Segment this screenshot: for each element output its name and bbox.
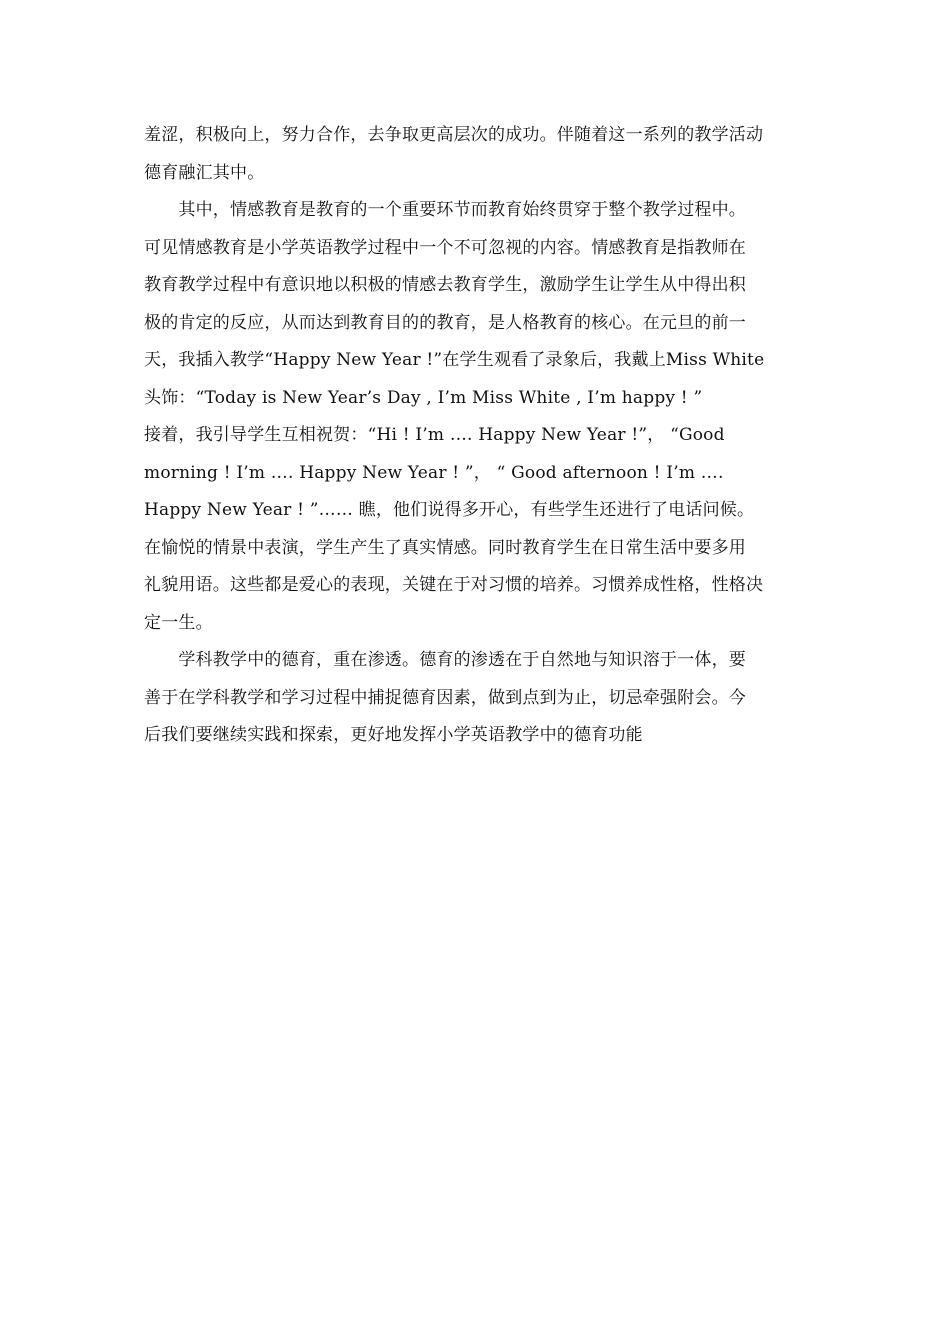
document-body <box>144 117 810 755</box>
text-line: 定一生。 <box>144 612 213 633</box>
text-line: Happy New Year ! ”…… 瞧，他们说得多开心，有些学生还进行了电话问候。 <box>144 500 755 520</box>
paragraph-1 <box>144 117 810 192</box>
paragraph-2 <box>144 192 810 642</box>
text-line: 其中，情感教育是教育的一个重要环节而教育始终贯穿于整个教学过程中。 <box>144 200 746 220</box>
text-line: 在愉悦的情景中表演，学生产生了真实情感。同时教育学生在日常生活中要多用 <box>144 537 746 558</box>
text-line: 德育融汇其中。 <box>144 162 265 183</box>
text-line: 学科教学中的德育，重在渗透。德育的渗透在于自然地与知识溶于一体，要 <box>144 650 746 670</box>
text-line: 极的肯定的反应，从而达到教育目的的教育，是人格教育的核心。在元旦的前一 <box>144 312 746 333</box>
text-line: 天，我插入教学“Happy New Year !”在学生观看了录象后，我戴上Miss White <box>144 350 765 370</box>
text-line: 后我们要继续实践和探索，更好地发挥小学英语教学中的德育功能 <box>144 725 643 745</box>
text-line: 接着，我引导学生互相祝贺：“Hi ! I’m …. Happy New Year !”， “Good <box>144 425 725 445</box>
text-line: 教育教学过程中有意识地以积极的情感去教育学生，激励学生让学生从中得出积 <box>144 275 746 295</box>
text-line: 善于在学科教学和学习过程中捕捉德育因素，做到点到为止，切忌牵强附会。今 <box>144 687 746 708</box>
text-line: 头饰：“Today is New Year’s Day , I’m Miss White , I’m happy ! ” <box>144 387 703 408</box>
text-line: 羞涩，积极向上，努力合作，去争取更高层次的成功。伴随着这一系列的教学活动 <box>144 125 764 145</box>
text-line: morning ! I’m …. Happy New Year ! ”， “ Good afternoon ! I’m …. <box>144 462 724 483</box>
text-line: 礼貌用语。这些都是爱心的表现，关键在于对习惯的培养。习惯养成性格，性格决 <box>144 575 764 595</box>
text-line: 可见情感教育是小学英语教学过程中一个不可忽视的内容。情感教育是指教师在 <box>144 237 746 258</box>
paragraph-3 <box>144 642 810 755</box>
